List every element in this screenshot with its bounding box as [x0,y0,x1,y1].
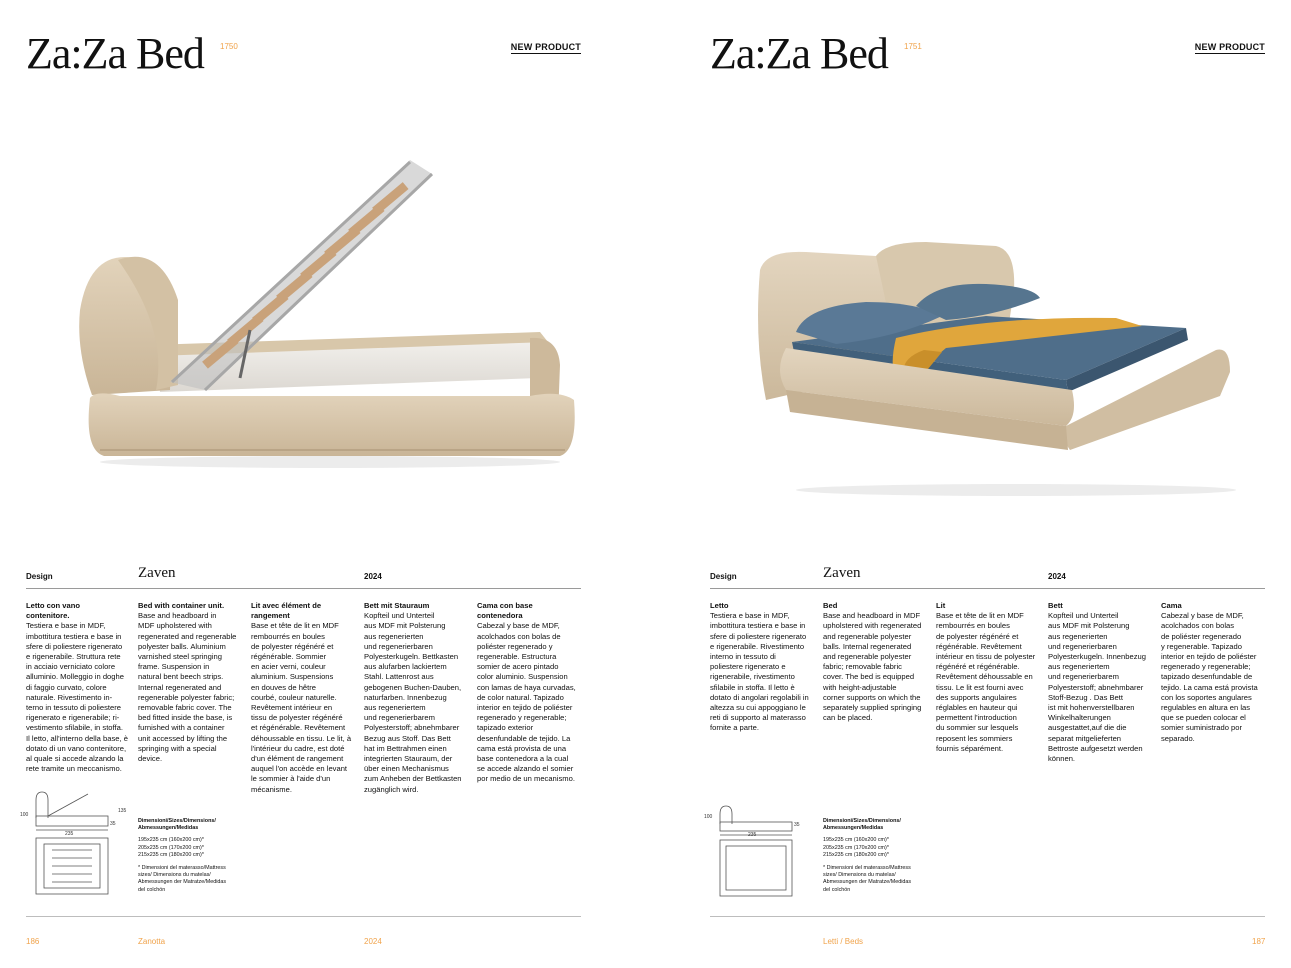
description-body: Kopfteil und Unterteil aus MDF mit Polsterung aus regenerierten und regenerierbaren Polyesterkugeln. Bettkasten aus alufarben lackiertem Stahl. Lattenrost aus gebogenen Buchen-Dauben, naturfarben. Innenbezug aus regeneriertem und regenerierbarem Polyesterstoff; abnehmbarer Bezug aus Stoff. Das Bett hat im Bettrahmen einen integrierten Stauraum, der über einen Mechanismus zum Anheben der Bettkasten zugänglich wird. [364,611,462,794]
description-heading: Letto con vano contenitore. [26,601,81,621]
design-label: Design [710,572,737,581]
description-body: Base and headboard in MDF upholstered with regenerated and regenerable polyester balls. Aluminium varnished steel springing frame. Suspension in natural bent beech strips. Internal regenerated and regenerable polyester fabric; removable fabric cover. The bed fitted inside the base, is furnished with a container unit accessed by lifting the springing with a special device. [138,611,237,764]
dimensions-block [823,818,933,894]
description-es [477,601,585,785]
dimensions-list: 195x235 cm (160x200 cm)* 205x235 cm (170x200 cm)* 215x235 cm (180x200 cm)* [138,837,204,858]
description-body: Kopfteil und Unterteil aus MDF mit Polsterung aus regenerierten und regenerierbaren Polyesterkugeln. Innenbezug aus regeneriertem und regenerierbarem Polyesterstoff; abnehmbarer Stoff-Bezug . Das Bett ist mit hohenverstellbaren Winkelhalterungen ausgestattet,auf die die separat mitgelieferten Bettroste aufgesetzt werden können. [1048,611,1146,764]
description-body: Testiera e base in MDF, imbottitura testiera e base in sfere di poliestere rigenerato e rigenerabile. Rivestimento interno in tessuto di poliestere rigenerato e rigenerabile, rivestimento sfilabile in stoffa. Il letto è dotato di angolari regolabili in altezza su cui appoggiano le reti di supporto al materasso fornite a parte. [710,611,809,733]
footer-brand: Zanotta [138,937,166,946]
dimensions-block [138,818,248,894]
description-heading: Lit [936,601,946,610]
description-de [1048,601,1156,764]
product-code: 1750 [220,42,238,51]
description-en [138,601,246,764]
dimension-width: 235 [65,831,74,837]
description-heading: Bed [823,601,838,610]
description-body: Base and headboard in MDF upholstered with regenerated and regenerable polyester balls. Internal regenerated and regenerable polyester fabric; removable fabric cover. The bed is equipped with height-adjustable corner supports on which the separately supplied springing can be placed. [823,611,922,723]
description-body: Base et tête de lit en MDF rembourrés en boules de polyester régénéré et régénérable. Revêtement intérieur en tissu de polyester régénéré et régénérable. Revêtement déhoussable en tissu. Le lit est fourni avec des supports angulaires réglables en hauteur qui permettent l'introduction du sommier sur lesquels reposent les sommiers fournis séparément. [936,611,1036,753]
description-heading: Cama con base contenedora [477,601,533,621]
page-number: 187 [1252,937,1266,946]
dimensions-heading: Dimensioni/Sizes/Dimensions/ Abmessungen/Medidas [823,818,901,832]
page-number: 186 [26,937,40,946]
dimension-height: 100 [20,812,29,818]
dimensions-list: 195x235 cm (160x200 cm)* 205x235 cm (170x200 cm)* 215x235 cm (180x200 cm)* [823,837,889,858]
dimensions-note: * Dimensioni del materasso/Mattress sizes/ Dimensions du matelas/ Abmessungen der Matratze/Medidas del colchón [823,865,912,893]
footer-divider [26,916,581,917]
description-es [1161,601,1269,744]
meta-divider [710,588,1265,589]
description-heading: Lit avec élément de rangement [251,601,322,621]
dimension-base-height: 35 [110,821,116,827]
description-it [26,601,134,774]
dimensions-heading: Dimensioni/Sizes/Dimensions/ Abmessungen/Medidas [138,818,216,832]
description-heading: Cama [1161,601,1182,610]
description-en [823,601,931,723]
product-code: 1751 [904,42,922,51]
technical-drawing [702,804,814,900]
designer-name: Zaven [138,565,176,581]
dimension-lifted-height: 135 [118,808,127,814]
description-heading: Bett [1048,601,1063,610]
description-it [710,601,818,734]
product-title: Za:Za Bed [710,29,888,78]
description-body: Testiera e base in MDF, imbottitura testiera e base in sfere di poliestere rigenerato e rigenerabile. Struttura rete in acciaio verniciato colore alluminio. Molleggio in doghe di faggio curvato, colore naturale. Rivestimento in- terno in tessuto di poliestere rigenerato e rigenerabile; ri- vestimento sfilabile, in stoffa. Il letto, all'interno della base, è dotato di un vano contenitore, al quale si accede alzando la rete tramite un meccanismo. [26,621,128,774]
design-label: Design [26,572,53,581]
design-year: 2024 [1048,572,1066,581]
description-de [364,601,472,795]
designer-name: Zaven [823,565,861,581]
product-title: Za:Za Bed [26,29,204,78]
design-year: 2024 [364,572,382,581]
meta-divider [26,588,581,589]
footer-divider [710,916,1265,917]
product-photo-storage-bed [60,150,600,480]
description-body: Cabezal y base de MDF, acolchados con bolas de poliéster regenerado y regenerable. Estructura somier de acero pintado color aluminio. Suspension con lamas de haya curvadas, de color natural. Tapizado interior en tejido de poliéster regenerado y regenerable; tapizado exterior desenfundable de tejido. La cama está provista de una base contenedora a la cual se accede alzando el somier por medio de un mecanismo. [477,621,576,784]
footer-year: 2024 [364,937,382,946]
description-body: Base et tête de lit en MDF rembourrés en boules de polyester régénéré et régénérable. Sommier en acier verni, couleur aluminium. Suspensions en douves de hêtre courbé, couleur naturelle. Revêtement intérieur en tissu de polyester régénéré et régénérable. Revêtement déhoussable en tissu. Le lit, à l'intérieur du cadre, est doté d'un élément de rangement auquel l'on accède en levant le sommier à l'aide d'un mécanisme. [251,621,352,794]
description-body: Cabezal y base de MDF, acolchados con bolas de poliéster regenerado y regenerable. Tapizado interior en tejido de poliéster regenerado y regenerable; tapizado desenfundable de tejido. La cama está provista con los soportes angulares regulables en altura en las que se pueden colocar el somier suministrado por separado. [1161,611,1258,743]
dimension-width: 235 [748,832,757,838]
catalog-page-left [0,0,645,968]
description-fr [251,601,359,795]
dimension-height: 100 [704,814,713,820]
technical-drawing [18,788,130,900]
description-heading: Bett mit Stauraum [364,601,430,610]
new-product-badge: NEW PRODUCT [1194,42,1265,52]
dimensions-note: * Dimensioni del materasso/Mattress sizes/ Dimensions du matelas/ Abmessungen der Matratze/Medidas del colchón [138,865,227,893]
description-fr [936,601,1044,754]
new-product-badge: NEW PRODUCT [510,42,581,52]
footer-section: Letti / Beds [823,937,864,946]
description-heading: Letto [710,601,729,610]
product-photo-bed [746,220,1266,520]
catalog-page-right [646,0,1291,968]
dimension-base-height: 35 [794,822,800,828]
description-heading: Bed with container unit. [138,601,225,610]
